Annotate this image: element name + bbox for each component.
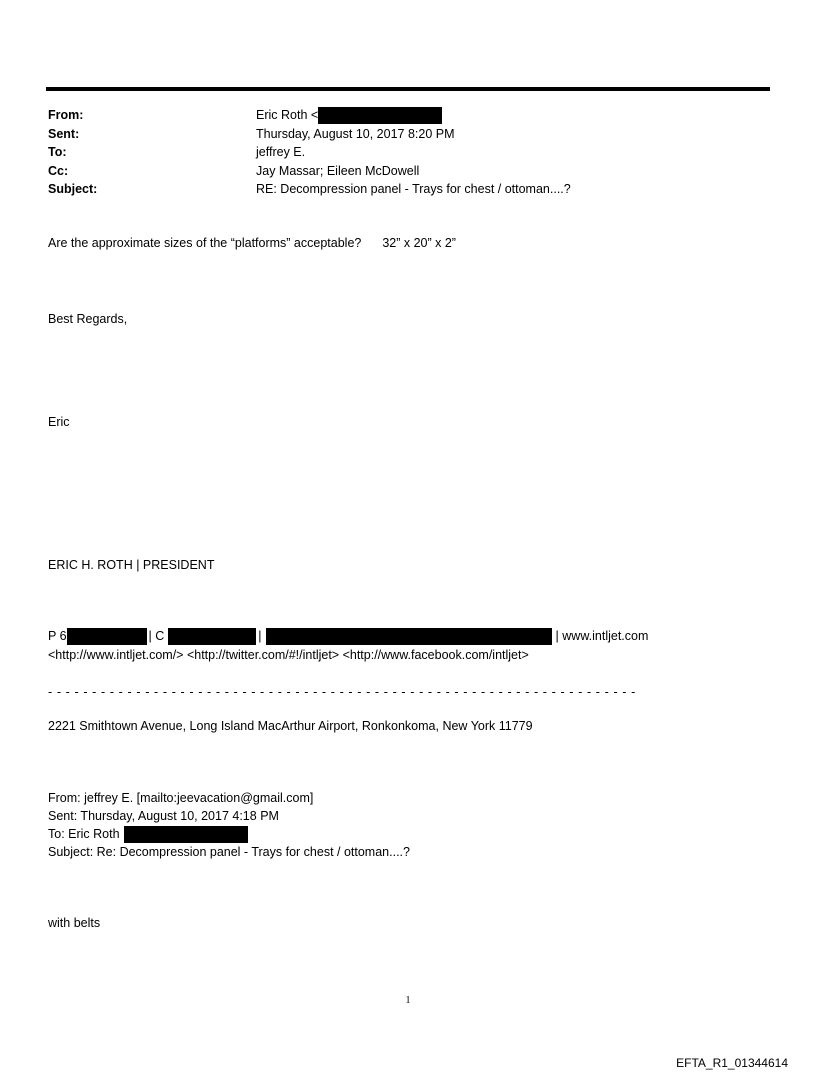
header-row-cc [48, 162, 768, 181]
cc-value: Jay Massar; Eileen McDowell [256, 163, 420, 178]
sent-label: Sent: [48, 126, 80, 141]
website-text: | www.intljet.com [555, 629, 649, 643]
redaction-box [318, 107, 442, 124]
redaction-box [168, 628, 256, 645]
quoted-sent: Sent: Thursday, August 10, 2017 4:18 PM [48, 809, 279, 823]
quoted-to-line [48, 825, 248, 843]
cc-label: Cc: [48, 163, 69, 178]
quoted-from: From: jeffrey E. [mailto:jeevacation@gmail.com] [48, 791, 314, 805]
signature-links: <http://www.intljet.com/> <http://twitter.com/#!/intljet> <http://www.facebook.com/intljet> [48, 648, 529, 662]
cell-prefix: | C [148, 629, 165, 643]
phone-prefix: P 6 [48, 629, 67, 643]
body-closing: Best Regards, [48, 312, 128, 326]
document-id: EFTA_R1_01344614 [676, 1056, 788, 1070]
quoted-body: with belts [48, 916, 101, 930]
subject-value: RE: Decompression panel - Trays for chest / ottoman....? [256, 182, 571, 197]
separator: | [258, 629, 262, 643]
page-number: 1 [405, 995, 411, 1006]
redaction-box [266, 628, 552, 645]
signature-contact-line [48, 627, 648, 645]
to-value: jeffrey E. [256, 145, 306, 160]
header-rule [46, 87, 770, 91]
from-value-wrap [256, 106, 442, 124]
header-row-subject [48, 180, 768, 199]
from-value: Eric Roth < [256, 108, 319, 123]
signature-title: ERIC H. ROTH | PRESIDENT [48, 558, 215, 572]
header-row-sent [48, 125, 768, 144]
to-label: To: [48, 145, 67, 160]
redaction-box [124, 826, 248, 843]
body-dimensions: 32” x 20” x 2” [382, 236, 456, 250]
subject-label: Subject: [48, 182, 98, 197]
from-label: From: [48, 108, 84, 123]
quoted-subject: Subject: Re: Decompression panel - Trays for chest / ottoman....? [48, 845, 410, 859]
email-header [48, 106, 768, 199]
sent-value: Thursday, August 10, 2017 8:20 PM [256, 126, 455, 141]
header-row-to [48, 143, 768, 162]
redaction-box [67, 628, 147, 645]
body-question: Are the approximate sizes of the “platforms” acceptable? [48, 236, 362, 250]
body-name: Eric [48, 415, 70, 429]
header-row-from [48, 106, 768, 125]
body-question-line [48, 234, 456, 252]
signature-address: 2221 Smithtown Avenue, Long Island MacArthur Airport, Ronkonkoma, New York 11779 [48, 719, 533, 733]
quoted-to: To: Eric Roth [48, 827, 120, 841]
signature-divider: - - - - - - - - - - - - - - - - - - - - - - - - - - - - - - - - - - - - - - - - - - - - - - - - - - - - - - - - - - - - - - - - - - - [48, 685, 636, 699]
